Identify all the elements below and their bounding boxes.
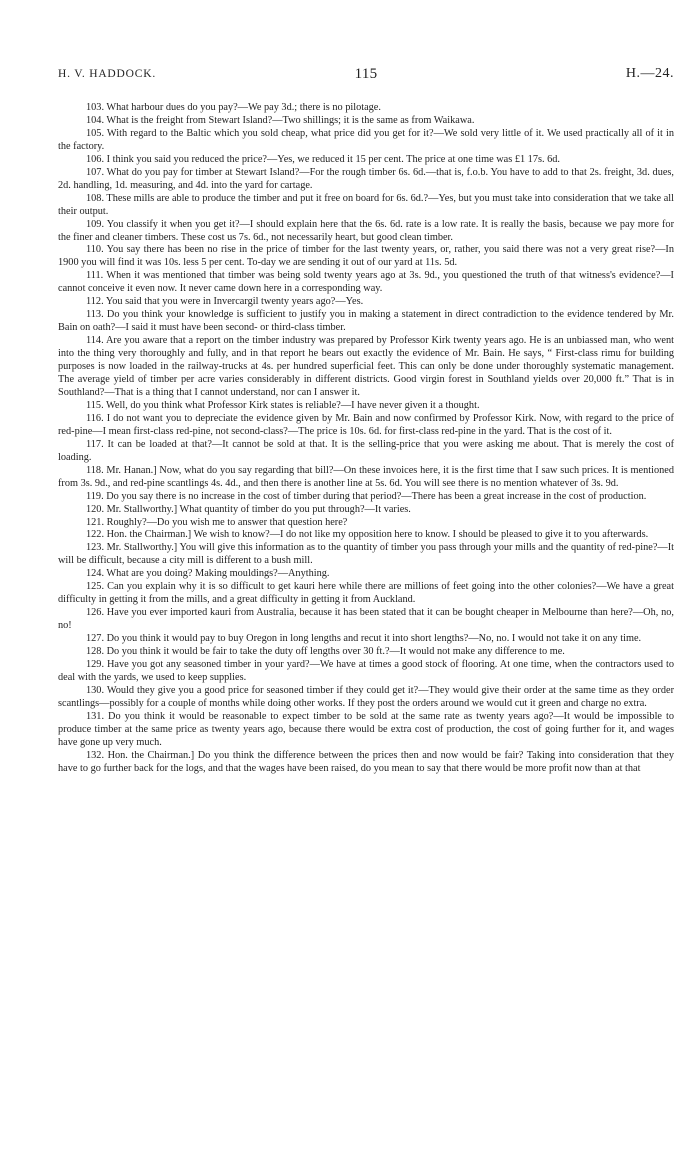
document-page — [58, 66, 674, 776]
question-104: 104. What is the freight from Stewart Island?—Two shillings; it is the same as from Waikawa. — [86, 114, 475, 126]
question-126: 126. Have you ever imported kauri from Australia, because it has been stated that it can be bought cheaper in Melbourne than here?—Oh, no, no! — [58, 607, 674, 632]
question-120: 120. Mr. Stallworthy.] What quantity of timber do you put through?—It varies. — [86, 503, 411, 515]
question-110: 110. You say there has been no rise in the price of timber for the last twenty years, or, rather, you said there was not a very great rise?—In 1900 you will find it was 10s. less 5 per cent. To-day we are sending it out of our yard at 11s. 5d. — [58, 244, 674, 269]
question-107: 107. What do you pay for timber at Stewart Island?—For the rough timber 6s. 6d.—that is, f.o.b. You have to add to that 2s. freight, 3d. dues, 2d. handling, 1d. measuring, and 4d. into the yard for cartage. — [58, 166, 674, 191]
witness-name: H. V. HADDOCK. — [58, 68, 156, 80]
question-124: 124. What are you doing? Making mouldings?—Anything. — [86, 568, 330, 580]
question-113: 113. Do you think your knowledge is sufficient to justify you in making a statement in direct contradiction to the evidence tendered by Mr. Bain on oath?—I said it must have been second- or third-class timber. — [58, 309, 674, 334]
page-header — [58, 66, 674, 88]
question-115: 115. Well, do you think what Professor Kirk states is reliable?—I have never given it a thought. — [86, 399, 480, 411]
question-117: 117. It can be loaded at that?—It cannot be sold at that. It is the selling-price that you were asking me about. That is merely the cost of loading. — [58, 438, 674, 463]
question-125: 125. Can you explain why it is so difficult to get kauri here while there are millions of feet going into the other colonies?—We have a great difficulty in getting it from the mills, and a great difficulty in getting it from Auckland. — [58, 581, 674, 606]
question-105: 105. With regard to the Baltic which you sold cheap, what price did you get for it?—We sold very little of it. We used practically all of it in the factory. — [58, 127, 674, 152]
question-109: 109. You classify it when you get it?—I should explain here that the 6s. 6d. rate is a low rate. It is really the basis, because we pay more for the finer and cleaner timbers. These cost us 7s. 6d., not necessarily heart, but good clean timber. — [58, 218, 674, 243]
question-108: 108. These mills are able to produce the timber and put it free on board for 6s. 6d.?—Yes, but you must take into consideration that we take all their output. — [58, 192, 674, 217]
question-111: 111. When it was mentioned that timber was being sold twenty years ago at 3s. 9d., you questioned the truth of that witness's evidence?—I cannot conceive it even now. It never came down here in a corresponding way. — [58, 270, 674, 295]
question-106: 106. I think you said you reduced the price?—Yes, we reduced it 15 per cent. The price at one time was £1 17s. 6d. — [86, 153, 561, 165]
question-121: 121. Roughly?—Do you wish me to answer that question here? — [86, 516, 348, 528]
question-118: 118. Mr. Hanan.] Now, what do you say regarding that bill?—On these invoices here, it is the first time that I saw such prices. It is mentioned from 3s. 9d., and red-pine scantlings 4s. 4d., and then there is another line at 5s. 6d. You will see there is no mention whatever of 3s. 9d. — [58, 464, 674, 489]
question-131: 131. Do you think it would be reasonable to expect timber to be sold at the same rate as twenty years ago?—It would be impossible to produce timber at the same price as twenty years ago, because there would be extra cost of production, the cost of going further for it, and wages have gone up very much. — [58, 710, 674, 748]
question-132: 132. Hon. the Chairman.] Do you think the difference between the prices then and now would be fair? Taking into consideration that they have to go further back for the logs, and that the wages have been raised, do you mean to say that there would be more profit now than at that — [58, 749, 674, 774]
paper-reference: H.—24. — [625, 66, 674, 81]
page-number: 115 — [354, 66, 378, 82]
evidence-text — [58, 102, 674, 776]
question-123: 123. Mr. Stallworthy.] You will give this information as to the quantity of timber you pass through your mills and the quantity of red-pine?—It will be difficult, because a city mill is different to a bush mill. — [58, 542, 674, 567]
question-116: 116. I do not want you to depreciate the evidence given by Mr. Bain and now confirmed by Professor Kirk. Now, with regard to the price of red-pine—I mean first-class red-pine, not second-class?—The price is 10s. 6d. for first-class red-pine in the yard. That is the cost of it. — [58, 412, 674, 437]
question-112: 112. You said that you were in Invercargil twenty years ago?—Yes. — [86, 296, 364, 308]
question-129: 129. Have you got any seasoned timber in your yard?—We have at times a good stock of flooring. At one time, when the contractors used to deal with the yards, we used to keep supplies. — [58, 658, 674, 683]
question-130: 130. Would they give you a good price for seasoned timber if they could get it?—They would give their order at the same time as they order scantlings—possibly for a couple of months while doing other works. If they post the orders around we would cut it green and charge no extra. — [58, 684, 674, 709]
question-122: 122. Hon. the Chairman.] We wish to know?—I do not like my opposition here to know. I should be pleased to give it to you afterwards. — [86, 529, 649, 541]
question-119: 119. Do you say there is no increase in the cost of timber during that period?—There has been a great increase in the cost of production. — [86, 490, 647, 502]
question-127: 127. Do you think it would pay to buy Oregon in long lengths and recut it into short lengths?—No, no. I would not take it on any time. — [86, 633, 642, 645]
question-103: 103. What harbour dues do you pay?—We pay 3d.; there is no pilotage. — [86, 102, 381, 113]
question-114: 114. Are you aware that a report on the timber industry was prepared by Professor Kirk twenty years ago. He is an unbiassed man, who went into the thing very thoroughly and fully, and in that report he bears out exactly the evidence of Mr. Bain. He says, “ First-class rimu for building purposes is now loaded in the railway-trucks at 4s. per hundred superficial feet. This can only be done under thoroughly systematic management. The average yield of timber per acre varies considerably in different districts. Good virgin forest in Southland yields over 20,000 ft.” That is in Southland?—That is a thing that I cannot understand, nor can I answer it. — [58, 335, 674, 398]
question-128: 128. Do you think it would be fair to take the duty off lengths over 30 ft.?—It would not make any difference to me. — [86, 646, 565, 658]
